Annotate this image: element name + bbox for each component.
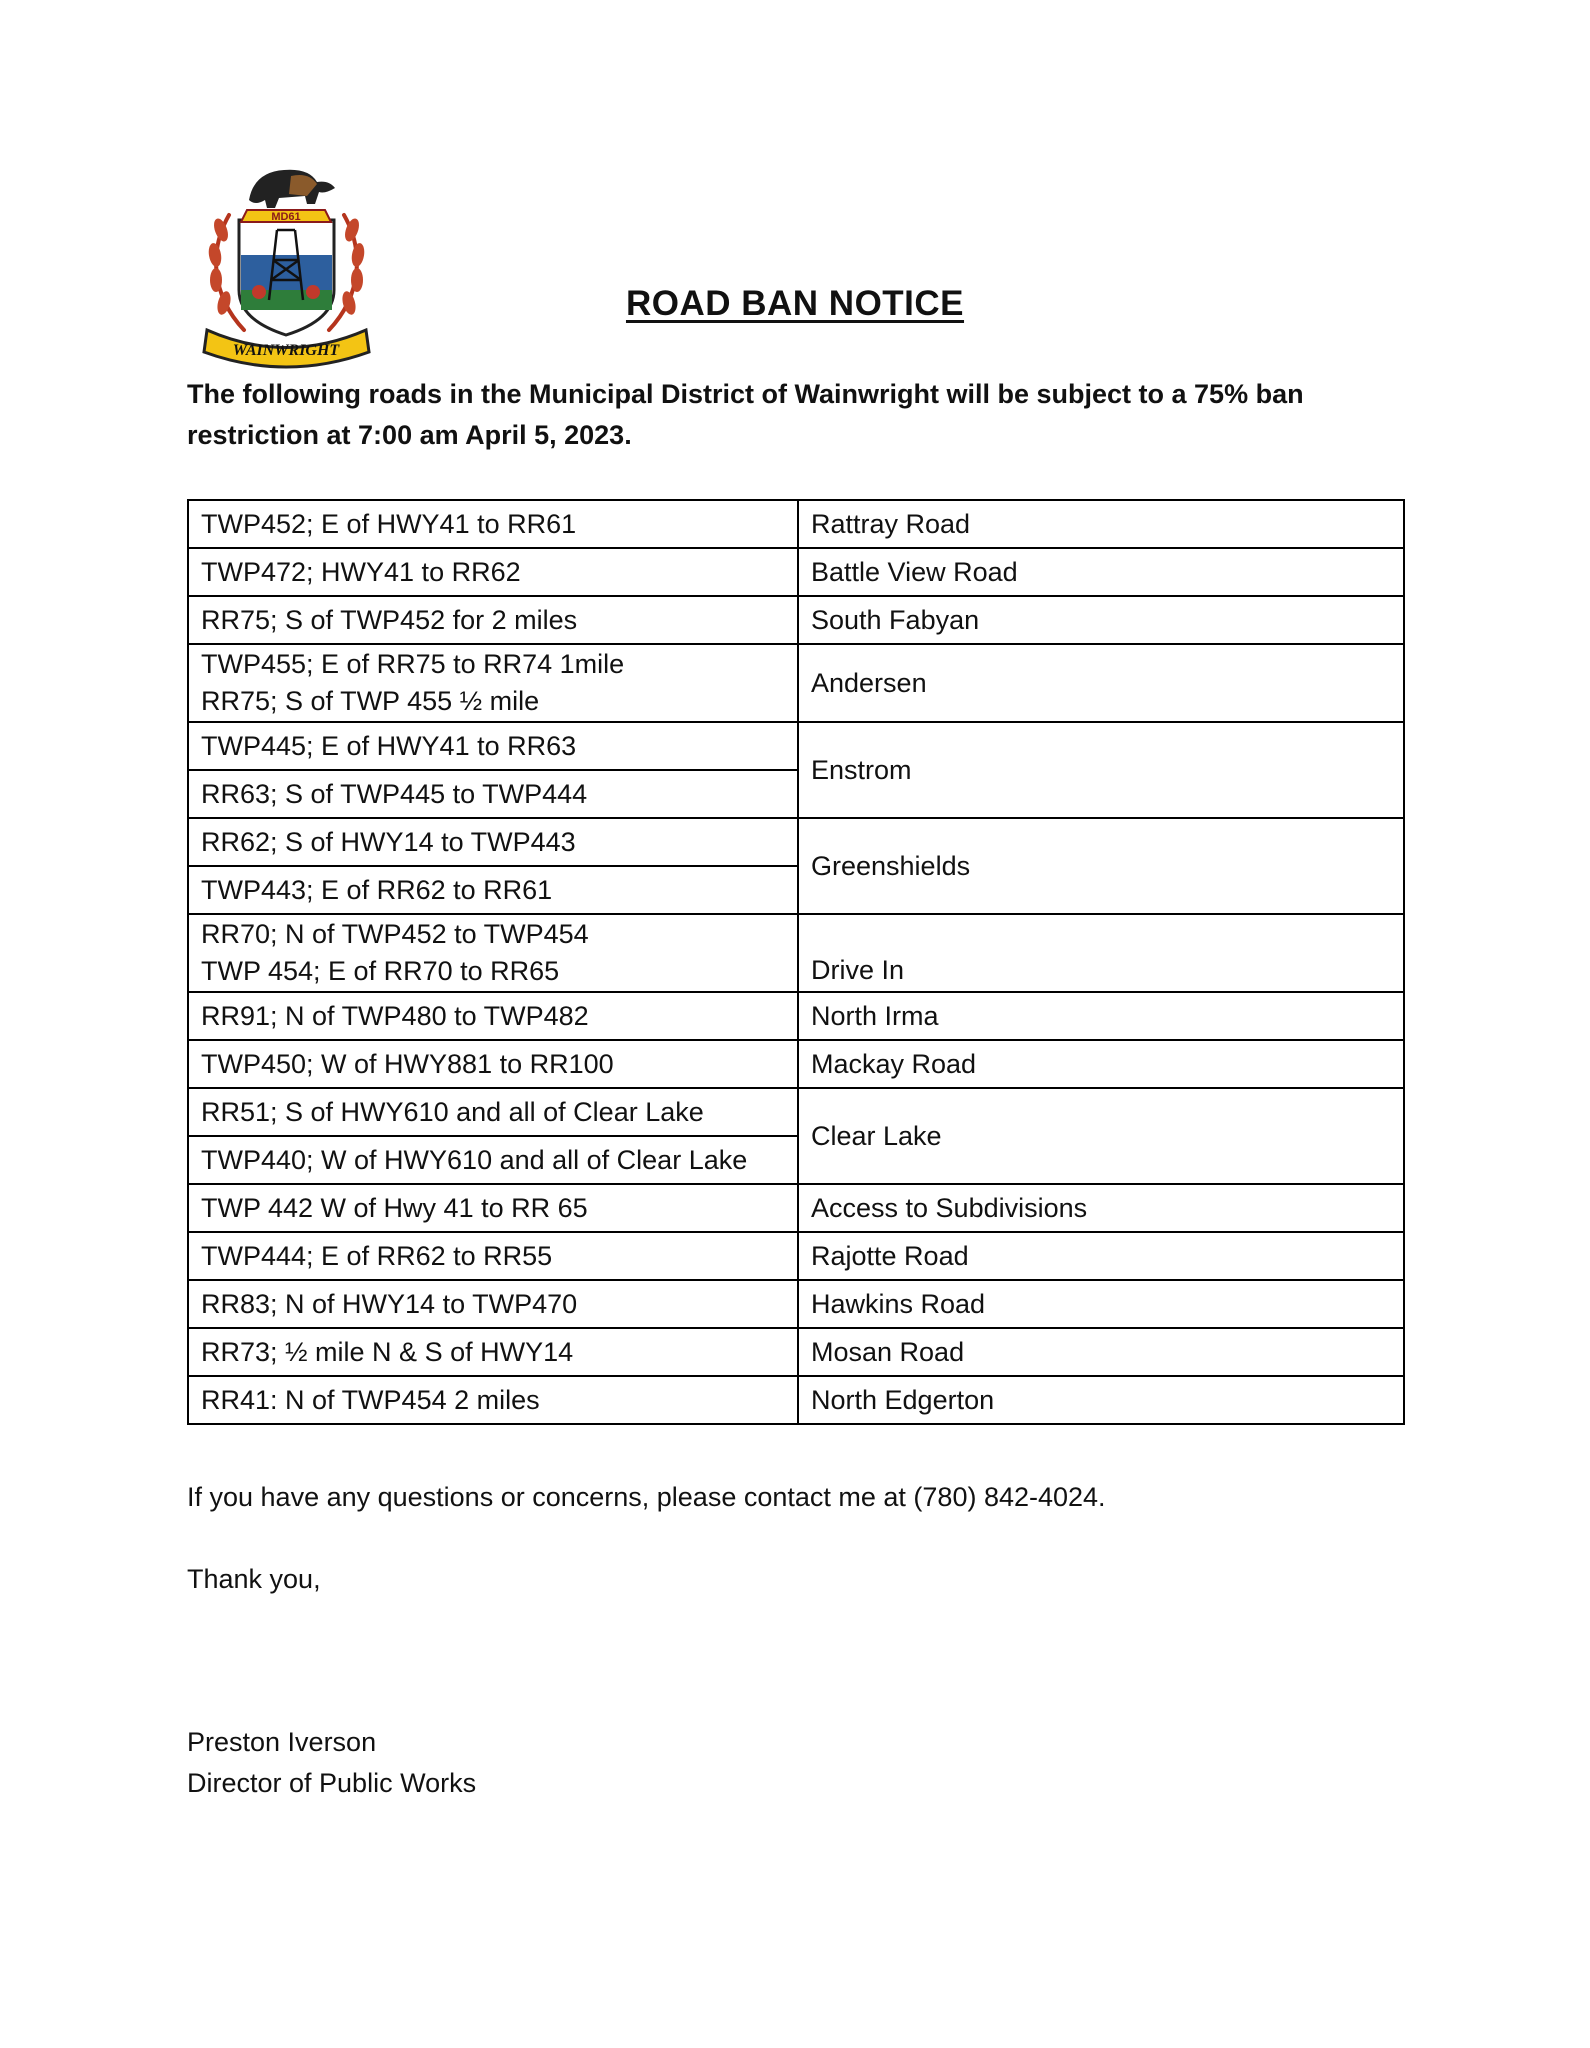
road-name-cell: North Irma xyxy=(798,992,1404,1040)
road-line: TWP455; E of RR75 to RR74 1mile xyxy=(201,649,625,679)
svg-text:WAINWRIGHT: WAINWRIGHT xyxy=(232,342,340,359)
road-cell: TWP450; W of HWY881 to RR100 xyxy=(188,1040,798,1088)
road-ban-table xyxy=(187,499,1405,1425)
road-cell: RR63; S of TWP445 to TWP444 xyxy=(188,770,798,818)
contact-text: If you have any questions or concerns, please contact me at (780) 842-4024. xyxy=(187,1482,1106,1512)
road-name-cell: Andersen xyxy=(798,644,1404,722)
road-cell xyxy=(188,644,798,722)
road-name-cell: Clear Lake xyxy=(798,1088,1404,1184)
road-cell: TWP452; E of HWY41 to RR61 xyxy=(188,500,798,548)
road-name-cell: Rattray Road xyxy=(798,500,1404,548)
road-name-cell: North Edgerton xyxy=(798,1376,1404,1424)
table-row xyxy=(188,1040,1404,1088)
svg-text:MD61: MD61 xyxy=(271,211,301,223)
road-line: TWP 454; E of RR70 to RR65 xyxy=(201,956,560,986)
table-row xyxy=(188,722,1404,770)
road-name-cell: Access to Subdivisions xyxy=(798,1184,1404,1232)
table-row xyxy=(188,500,1404,548)
road-name-cell: Battle View Road xyxy=(798,548,1404,596)
road-cell: TWP444; E of RR62 to RR55 xyxy=(188,1232,798,1280)
road-name-cell: Enstrom xyxy=(798,722,1404,818)
table-row xyxy=(188,914,1404,992)
table-row xyxy=(188,1328,1404,1376)
table-row xyxy=(188,596,1404,644)
road-name-cell: South Fabyan xyxy=(798,596,1404,644)
road-cell: RR51; S of HWY610 and all of Clear Lake xyxy=(188,1088,798,1136)
md-wainwright-logo xyxy=(199,160,374,370)
intro-text: The following roads in the Municipal District of Wainwright will be subject to a 75% ban restriction at 7:00 am April 5, 2023. xyxy=(187,379,1304,450)
road-name-cell: Rajotte Road xyxy=(798,1232,1404,1280)
road-cell: TWP440; W of HWY610 and all of Clear Lake xyxy=(188,1136,798,1184)
table-row xyxy=(188,548,1404,596)
road-cell xyxy=(188,914,798,992)
road-name-cell: Mosan Road xyxy=(798,1328,1404,1376)
road-cell: TWP 442 W of Hwy 41 to RR 65 xyxy=(188,1184,798,1232)
road-name-cell: Drive In xyxy=(798,914,1404,992)
road-cell: RR91; N of TWP480 to TWP482 xyxy=(188,992,798,1040)
road-line: RR70; N of TWP452 to TWP454 xyxy=(201,919,589,949)
road-name-cell: Mackay Road xyxy=(798,1040,1404,1088)
road-cell: RR73; ½ mile N & S of HWY14 xyxy=(188,1328,798,1376)
table-row xyxy=(188,1280,1404,1328)
road-cell: TWP472; HWY41 to RR62 xyxy=(188,548,798,596)
road-line: RR75; S of TWP 455 ½ mile xyxy=(201,686,540,716)
table-row xyxy=(188,1232,1404,1280)
table-row xyxy=(188,992,1404,1040)
table-row xyxy=(188,818,1404,866)
road-cell: RR83; N of HWY14 to TWP470 xyxy=(188,1280,798,1328)
table-row xyxy=(188,644,1404,722)
road-name-cell: Hawkins Road xyxy=(798,1280,1404,1328)
road-cell: RR75; S of TWP452 for 2 miles xyxy=(188,596,798,644)
table-row xyxy=(188,1184,1404,1232)
page-title: ROAD BAN NOTICE xyxy=(625,284,965,323)
closing-text: Thank you, xyxy=(187,1564,321,1594)
signature-name: Preston Iverson xyxy=(187,1727,377,1757)
road-cell: RR41: N of TWP454 2 miles xyxy=(188,1376,798,1424)
road-cell: TWP443; E of RR62 to RR61 xyxy=(188,866,798,914)
road-cell: TWP445; E of HWY41 to RR63 xyxy=(188,722,798,770)
table-row xyxy=(188,1088,1404,1136)
road-cell: RR62; S of HWY14 to TWP443 xyxy=(188,818,798,866)
signature-position: Director of Public Works xyxy=(187,1768,477,1798)
road-name-cell: Greenshields xyxy=(798,818,1404,914)
table-row xyxy=(188,1376,1404,1424)
